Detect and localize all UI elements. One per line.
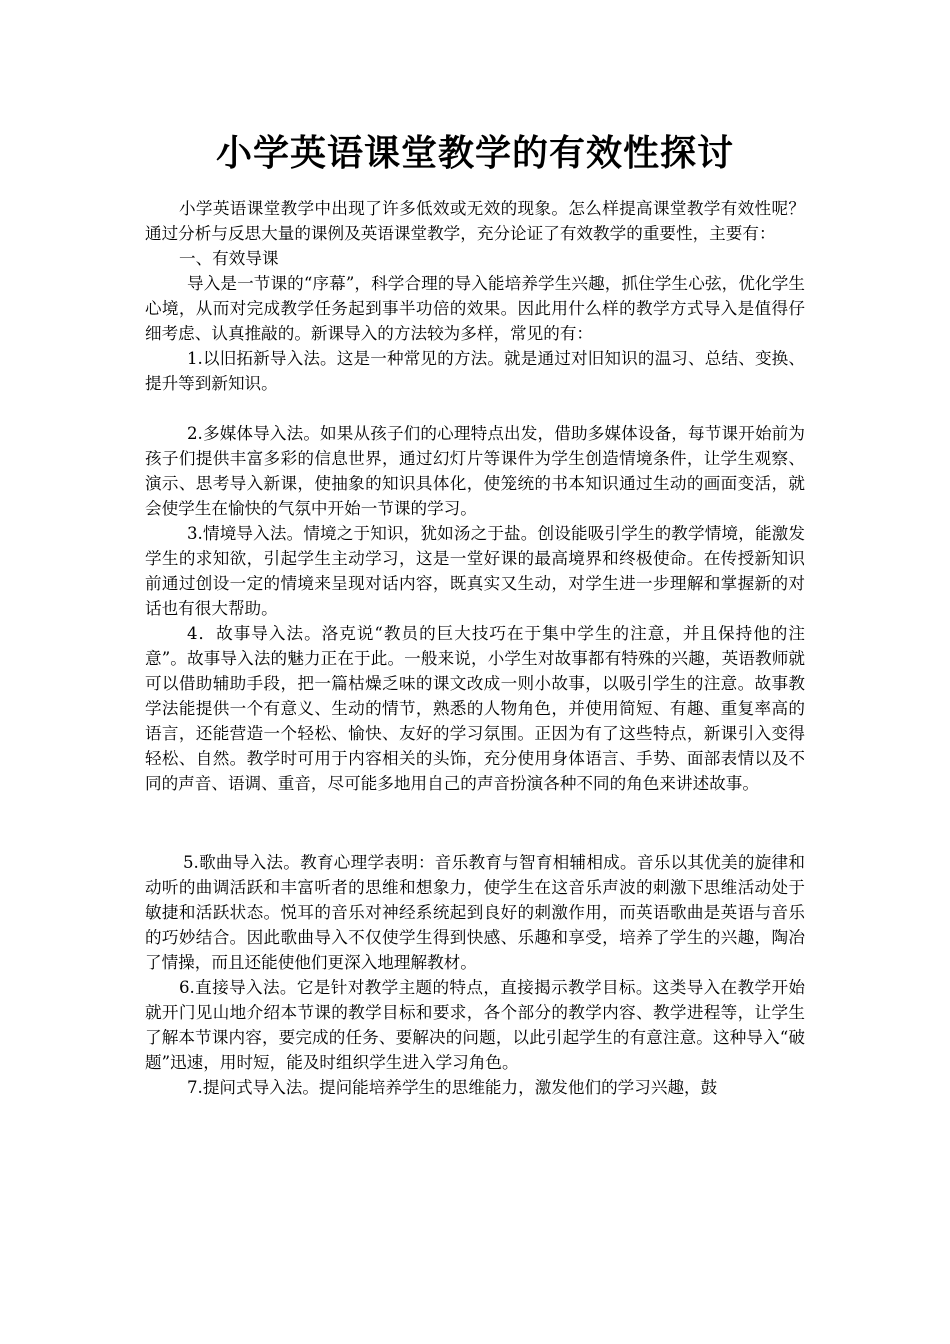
section-heading: 一、有效导课 xyxy=(179,249,279,268)
method-7-paragraph: 7.提问式导入法。提问能培养学生的思维能力，激发他们的学习兴趣，鼓 xyxy=(187,1078,718,1097)
spacer xyxy=(145,796,805,850)
intro-paragraph: 小学英语课堂教学中出现了许多低效或无效的现象。怎么样提高课堂教学有效性呢？通过分析与反思大量的课例及英语课堂教学，充分论证了有效教学的重要性，主要有： xyxy=(145,199,805,243)
spacer xyxy=(145,396,805,421)
method-6-paragraph: 6.直接导入法。它是针对教学主题的特点，直接揭示教学目标。这类导入在教学开始就开门见山地介绍本节课的教学目标和要求，各个部分的教学内容、教学进程等，让学生了解本节课内容，要完成的任务、要解决的问题，以此引起学生的有意注意。这种导入“破题”迅速，用时短，能及时组织学生进入学习角色。 xyxy=(145,978,805,1072)
document-title: 小学英语课堂教学的有效性探讨 xyxy=(215,132,734,174)
method-2-paragraph: 2.多媒体导入法。如果从孩子们的心理特点出发，借助多媒体设备，每节课开始前为孩子们提供丰富多彩的信息世界，通过幻灯片等课件为学生创造情境条件，让学生观察、演示、思考导入新课，使抽象的知识具体化，使笼统的书本知识通过生动的画面变活，就会使学生在愉快的气氛中开始一节课的学习。 xyxy=(145,424,805,518)
method-4-paragraph: 4．故事导入法。洛克说“教员的巨大技巧在于集中学生的注意，并且保持他的注意”。故事导入法的魅力正在于此。一般来说，小学生对故事都有特殊的兴趣，英语教师就可以借助辅助手段，把一篇枯燥乏味的课文改成一则小故事，以吸引学生的注意。故事教学法能提供一个有意义、生动的情节，熟悉的人物角色，并使用简短、有趣、重复率高的语言，还能营造一个轻松、愉快、友好的学习氛围。正因为有了这些特点，新课引入变得轻松、自然。教学时可用于内容相关的头饰，充分使用身体语言、手势、面部表情以及不同的声音、语调、重音，尽可能多地用自己的声音扮演各种不同的角色来讲述故事。 xyxy=(145,624,805,793)
method-1-paragraph: 1.以旧拓新导入法。这是一种常见的方法。就是通过对旧知识的温习、总结、变换、提升等到新知识。 xyxy=(145,349,805,393)
method-3-paragraph: 3.情境导入法。情境之于知识，犹如汤之于盐。创设能吸引学生的教学情境，能激发学生的求知欲，引起学生主动学习，这是一堂好课的最高境界和终极使命。在传授新知识前通过创设一定的情境来呈现对话内容，既真实又生动，对学生进一步理解和掌握新的对话也有很大帮助。 xyxy=(145,524,805,618)
method-5-paragraph: 5.歌曲导入法。教育心理学表明：音乐教育与智育相辅相成。音乐以其优美的旋律和动听的曲调活跃和丰富听者的思维和想象力，使学生在这音乐声波的刺激下思维活动处于敏捷和活跃状态。悦耳的音乐对神经系统起到良好的刺激作用，而英语歌曲是英语与音乐的巧妙结合。因此歌曲导入不仅使学生得到快感、乐趣和享受，培养了学生的兴趣，陶冶了情操，而且还能使他们更深入地理解教材。 xyxy=(145,853,805,972)
section-intro-paragraph: 导入是一节课的“序幕”，科学合理的导入能培养学生兴趣，抓住学生心弦，优化学生心境，从而对完成教学任务起到事半功倍的效果。因此用什么样的教学方式导入是值得仔细考虑、认真推敲的。新课导入的方法较为多样，常见的有： xyxy=(145,274,805,343)
document-body xyxy=(145,196,805,1100)
